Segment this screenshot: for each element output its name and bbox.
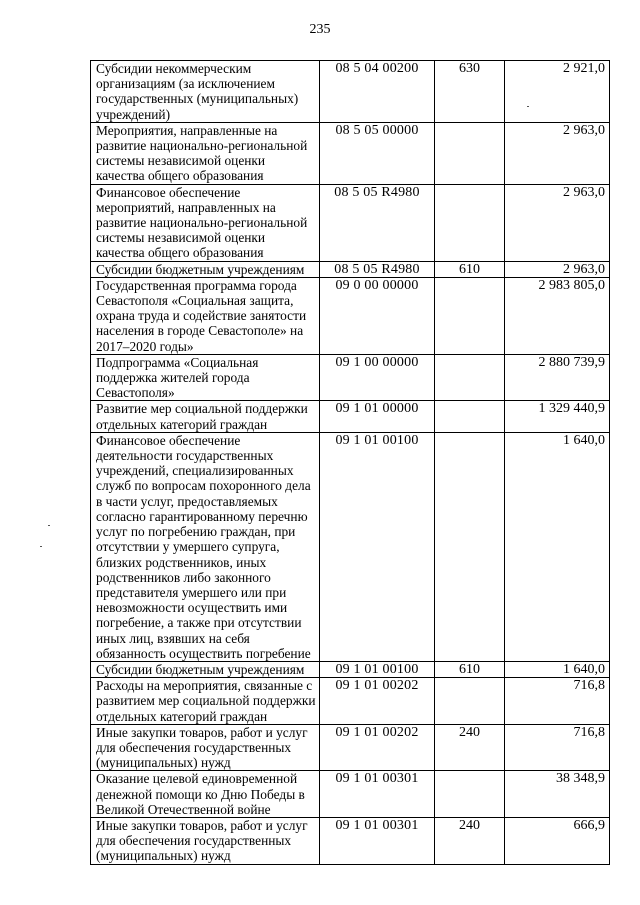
expense-name-cell: Финансовое обеспечение мероприятий, направленных на развитие национально-региональной системы независимой оценки качества общего образования: [91, 184, 320, 261]
table-row: [91, 661, 610, 677]
table-row: [91, 122, 610, 184]
expense-name-cell: Подпрограмма «Социальная поддержка жителей города Севастополя»: [91, 354, 320, 401]
table-row: [91, 817, 610, 864]
target-code-cell: 09 1 01 00202: [320, 724, 435, 771]
target-code-cell: 09 1 01 00301: [320, 771, 435, 818]
expense-type-cell: [435, 432, 505, 661]
table-row: [91, 771, 610, 818]
target-code-cell: 09 1 01 00000: [320, 401, 435, 432]
expense-name-cell: Развитие мер социальной поддержки отдельных категорий граждан: [91, 401, 320, 432]
amount-cell: 2 983 805,0: [505, 277, 610, 354]
expense-type-cell: 630: [435, 61, 505, 123]
target-code-cell: 09 1 01 00301: [320, 817, 435, 864]
amount-cell: 1 329 440,9: [505, 401, 610, 432]
amount-cell: 666,9: [505, 817, 610, 864]
table-row: [91, 61, 610, 123]
amount-cell: 38 348,9: [505, 771, 610, 818]
expense-name-cell: Иные закупки товаров, работ и услуг для обеспечения государственных (муниципальных) нужд: [91, 724, 320, 771]
expense-name-cell: Субсидии бюджетным учреждениям: [91, 661, 320, 677]
page-number: 235: [309, 22, 331, 37]
expense-name-cell: Мероприятия, направленные на развитие национально-региональной системы независимой оценки качества общего образования: [91, 122, 320, 184]
expense-type-cell: [435, 277, 505, 354]
table-row: [91, 261, 610, 277]
expense-type-cell: [435, 184, 505, 261]
table-row: [91, 432, 610, 661]
expense-type-cell: [435, 401, 505, 432]
amount-cell: 716,8: [505, 678, 610, 725]
amount-cell: 2 963,0: [505, 261, 610, 277]
target-code-cell: 08 5 05 R4980: [320, 261, 435, 277]
target-code-cell: 09 1 01 00202: [320, 678, 435, 725]
table-row: [91, 724, 610, 771]
expense-type-cell: 240: [435, 817, 505, 864]
expense-type-cell: 610: [435, 261, 505, 277]
expense-type-cell: 240: [435, 724, 505, 771]
table-row: [91, 354, 610, 401]
scan-speck: [527, 106, 529, 107]
target-code-cell: 08 5 05 00000: [320, 122, 435, 184]
target-code-cell: 09 0 00 00000: [320, 277, 435, 354]
budget-table: [90, 60, 610, 865]
expense-name-cell: Расходы на мероприятия, связанные с развитием мер социальной поддержки отдельных категорий граждан: [91, 678, 320, 725]
expense-name-cell: Иные закупки товаров, работ и услуг для обеспечения государственных (муниципальных) нужд: [91, 817, 320, 864]
amount-cell: 2 963,0: [505, 184, 610, 261]
amount-cell: 716,8: [505, 724, 610, 771]
expense-name-cell: Финансовое обеспечение деятельности государственных учреждений, специализированных служб по вопросам похоронного дела в части услуг, предоставляемых согласно гарантированному перечню услуг по погребению граждан, при отсутствии у умершего супруга, близких родственников, иных родственников либо законного представителя умершего или при невозможности осуществить ими погребение, а также при отсутствии иных лиц, взявших на себя обязанность осуществить погребение: [91, 432, 320, 661]
target-code-cell: 09 1 00 00000: [320, 354, 435, 401]
target-code-cell: 09 1 01 00100: [320, 432, 435, 661]
expense-type-cell: 610: [435, 661, 505, 677]
target-code-cell: 09 1 01 00100: [320, 661, 435, 677]
amount-cell: 2 880 739,9: [505, 354, 610, 401]
table-row: [91, 401, 610, 432]
expense-type-cell: [435, 771, 505, 818]
expense-type-cell: [435, 678, 505, 725]
expense-name-cell: Оказание целевой единовременной денежной помощи ко Дню Победы в Великой Отечественной войне: [91, 771, 320, 818]
target-code-cell: 08 5 05 R4980: [320, 184, 435, 261]
expense-name-cell: Субсидии бюджетным учреждениям: [91, 261, 320, 277]
expense-name-cell: Субсидии некоммерческим организациям (за исключением государственных (муниципальных) учреждений): [91, 61, 320, 123]
table-row: [91, 678, 610, 725]
table-row: [91, 277, 610, 354]
expense-type-cell: [435, 122, 505, 184]
target-code-cell: 08 5 04 00200: [320, 61, 435, 123]
scan-speck: [40, 546, 42, 547]
amount-cell: 1 640,0: [505, 661, 610, 677]
amount-cell: 2 921,0: [505, 61, 610, 123]
amount-cell: 2 963,0: [505, 122, 610, 184]
table-row: [91, 184, 610, 261]
expense-type-cell: [435, 354, 505, 401]
expense-name-cell: Государственная программа города Севастополя «Социальная защита, охрана труда и содействие занятости населения в городе Севастополе» на 2017–2020 годы»: [91, 277, 320, 354]
scan-speck: [48, 525, 50, 526]
amount-cell: 1 640,0: [505, 432, 610, 661]
